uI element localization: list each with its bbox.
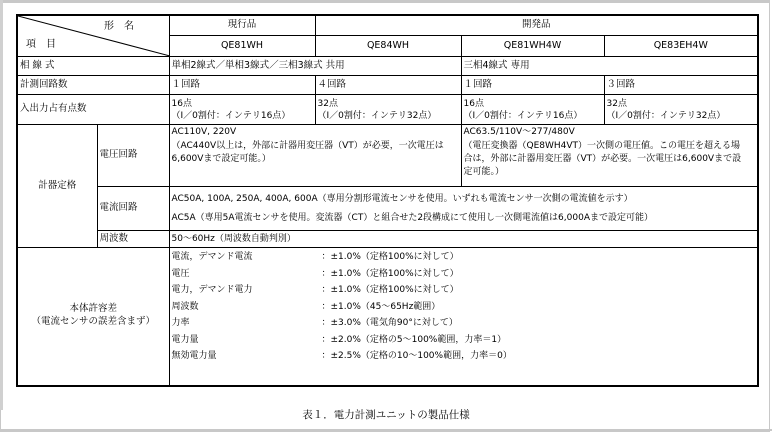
io-points-qe84wh <box>315 95 461 125</box>
tolerance-item-name: 周波数 <box>171 301 199 312</box>
io-points-allocation: （I／0割付：インテリ32点） <box>317 110 437 121</box>
tolerance-item <box>172 332 756 349</box>
current-circuit-label: 電流回路 <box>97 187 169 231</box>
model-qe84wh: QE84WH <box>315 36 461 57</box>
header-corner-cell <box>17 15 169 57</box>
tolerance-item-value: ：±3.0%（電気角90°に対して） <box>321 318 458 328</box>
tolerance-item-name: 電力量 <box>171 334 199 345</box>
circuits-qe81wh4w: １回路 <box>461 76 604 95</box>
voltage-dev-line: 定可能。） <box>463 167 505 177</box>
io-points-allocation: （I／0割付：インテリ16点） <box>171 110 291 121</box>
frequency-value: 50〜60Hz（周波数自動判別） <box>169 231 758 248</box>
tolerance-item-value: ：±2.0%（定格の5〜100%範囲，力率＝1） <box>321 334 507 345</box>
tolerance-item-value: ：±1.0%（定格100%に対して） <box>321 252 459 262</box>
io-points-count: 32点 <box>317 98 338 109</box>
tolerance-item-name: 電力，デマンド電力 <box>171 285 253 295</box>
tolerance-item <box>172 348 756 365</box>
io-points-count: 16点 <box>171 98 192 109</box>
bottom-border <box>0 429 772 431</box>
phase-current: 単相2線式／単相3線式／三相3線式 共用 <box>169 57 461 76</box>
tolerance-label-line2: （電流センサの誤差含まず） <box>31 316 155 328</box>
circuits-qe83eh4w: ３回路 <box>604 76 758 95</box>
voltage-dev-line: 合は，外部に計器用変圧器（VT）が必要。一次電圧は6,600Vまで設 <box>463 154 742 164</box>
io-points-allocation: （I／0割付：インテリ16点） <box>463 110 583 121</box>
tolerance-item-name: 無効電力量 <box>171 351 217 361</box>
tolerance-list <box>169 248 758 386</box>
tolerance-item <box>172 266 756 283</box>
frequency-label: 周波数 <box>97 231 169 248</box>
left-border <box>0 0 3 410</box>
voltage-dev-line: AC63.5/110V〜277/480V <box>463 127 575 137</box>
io-points-qe83eh4w <box>604 95 758 125</box>
tolerance-label-line1: 本体許容差 <box>69 303 117 315</box>
voltage-current-line: （AC440V以上は，外部に計器用変圧器（VT）が必要，一次電圧は <box>171 141 444 151</box>
voltage-circuit-label: 電圧回路 <box>97 125 169 187</box>
model-qe83eh4w: QE83EH4W <box>604 36 758 57</box>
tolerance-item-value: ：±1.0%（45〜65Hz範囲） <box>321 301 441 312</box>
phase-dev: 三相4線式 専用 <box>461 57 758 76</box>
tolerance-item <box>172 315 756 332</box>
tolerance-item-name: 電流，デマンド電流 <box>171 252 253 262</box>
tolerance-item-name: 力率 <box>171 318 190 328</box>
io-points-label: 入出力占有点数 <box>17 95 169 125</box>
tolerance-item <box>172 282 756 299</box>
table-caption: 表１．電力計測ユニットの製品仕様 <box>302 409 470 421</box>
voltage-dev-spec <box>461 125 758 187</box>
model-qe81wh: QE81WH <box>169 36 315 57</box>
io-points-qe81wh4w <box>461 95 604 125</box>
circuits-label: 計測回路数 <box>17 76 169 95</box>
tolerance-item <box>172 249 756 266</box>
model-qe81wh4w: QE81WH4W <box>461 36 604 57</box>
io-points-count: 16点 <box>463 98 484 109</box>
tolerance-label <box>17 248 169 386</box>
voltage-current-spec <box>169 125 461 187</box>
tolerance-item-value: ：±1.0%（定格100%に対して） <box>321 285 459 295</box>
dev-product-header: 開発品 <box>315 15 758 36</box>
current-circuit-line: AC5A（専用5A電流センサを使用。変流器（CT）と組合せた2段構成にて使用し一次側電流値は6,000Aまで設定可能） <box>171 212 653 223</box>
spec-table <box>16 14 759 387</box>
current-circuit-spec <box>169 187 758 231</box>
voltage-dev-line: （電圧変換器（QE8WH4VT）一次側の電圧値。この電圧を超える場 <box>463 141 741 151</box>
rating-label: 計器定格 <box>17 125 97 248</box>
phase-label: 相 線 式 <box>17 57 169 76</box>
current-product-header: 現行品 <box>169 15 315 36</box>
io-points-qe81wh <box>169 95 315 125</box>
model-label: 形 名 <box>104 21 134 32</box>
item-label: 項 目 <box>26 39 56 50</box>
voltage-current-line: AC110V, 220V <box>171 127 237 137</box>
circuits-qe81wh: １回路 <box>169 76 315 95</box>
current-circuit-line: AC50A, 100A, 250A, 400A, 600A（専用分割形電流センサを使用。いずれも電流センサ一次側の電流値を示す） <box>171 193 633 204</box>
tolerance-item-value: ：±2.5%（定格の10〜100%範囲，力率＝0） <box>321 351 512 361</box>
io-points-count: 32点 <box>606 98 627 109</box>
circuits-qe84wh: ４回路 <box>315 76 461 95</box>
io-points-allocation: （I／0割付：インテリ32点） <box>606 110 726 121</box>
tolerance-item <box>172 299 756 316</box>
tolerance-item-name: 電圧 <box>171 268 190 279</box>
voltage-current-line: 6,600Vまで設定可能。） <box>171 154 271 164</box>
tolerance-item-value: ：±1.0%（定格100%に対して） <box>321 268 459 279</box>
